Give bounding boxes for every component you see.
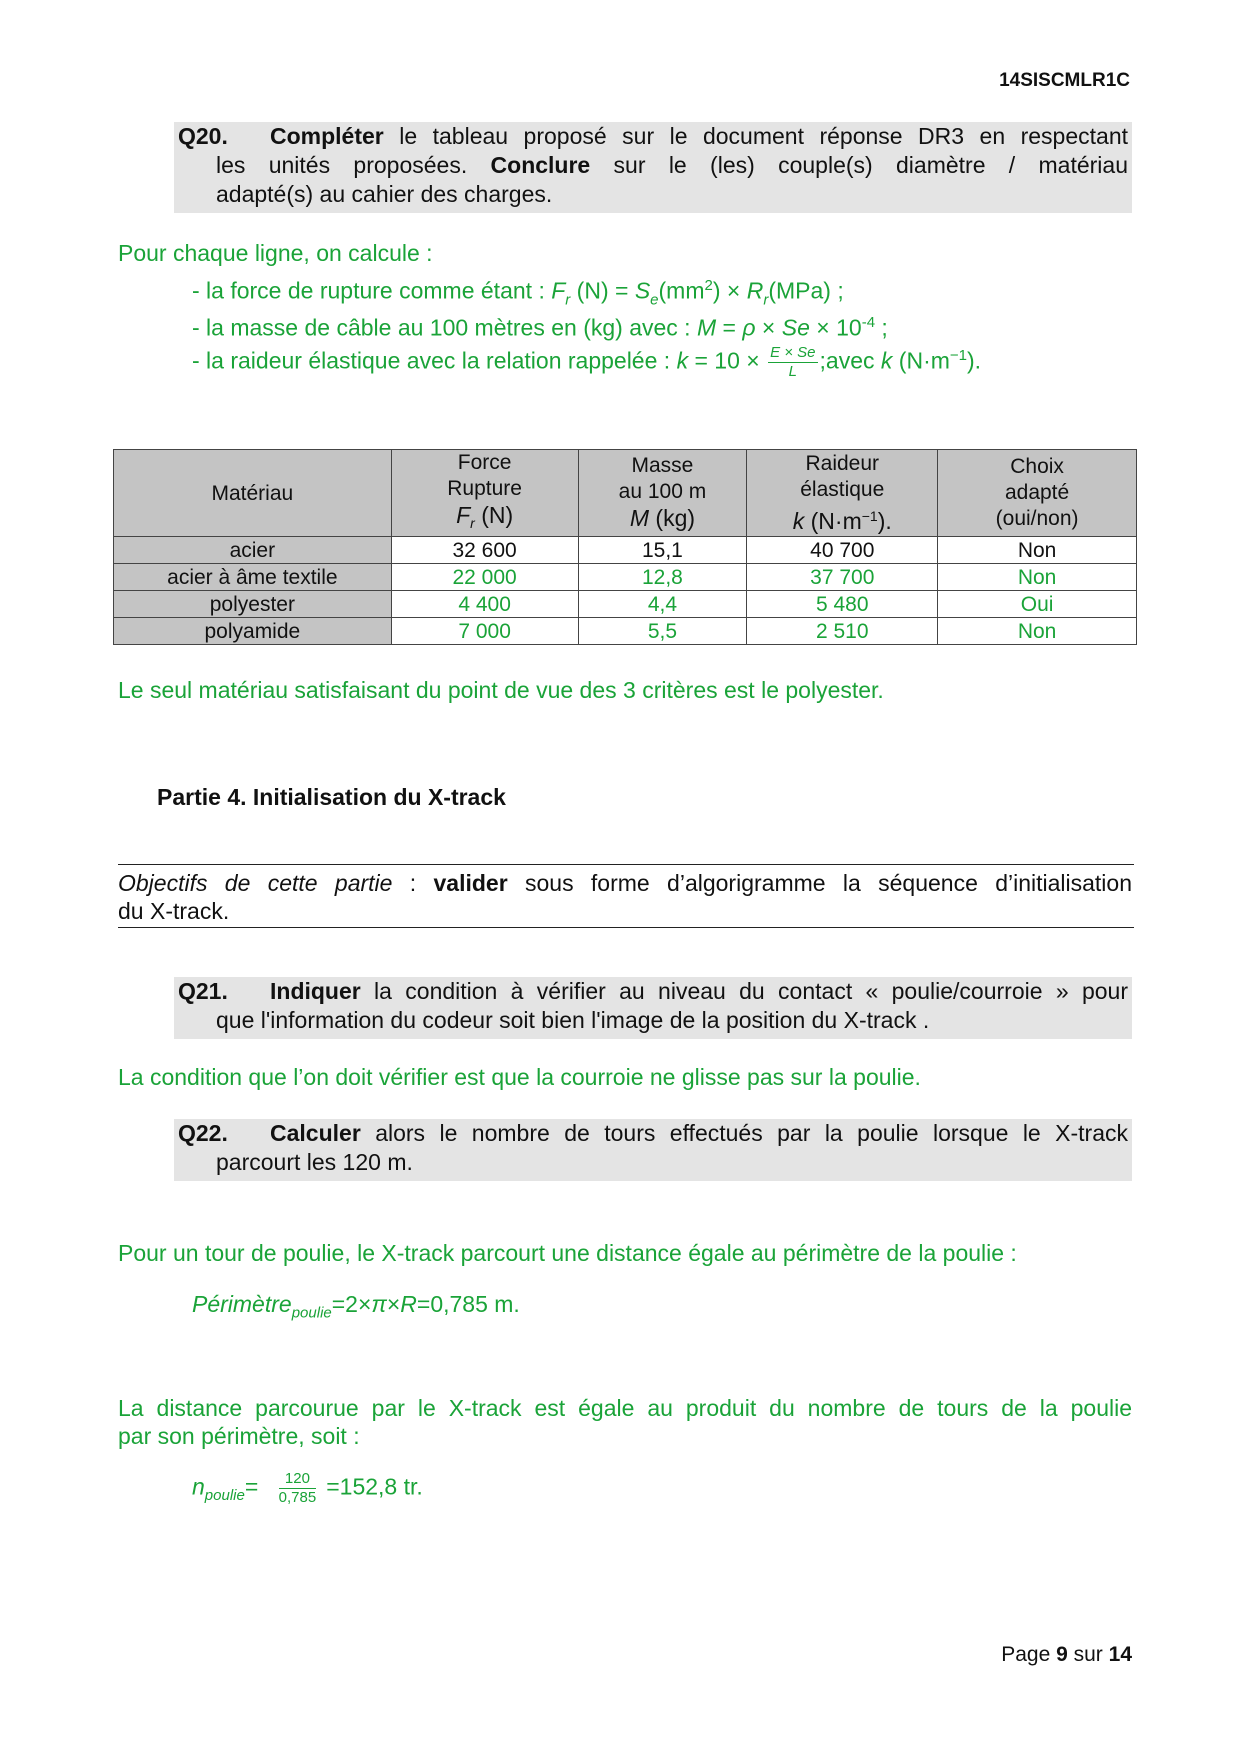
calc-line-mass: - la masse de câble au 100 mètres en (kg) avec : $M = \rho \times Se \times 10^{-4}$ ; [192,314,888,341]
question-number: Q22. [178,1120,228,1146]
cell-material: polyester [114,591,392,618]
cell-mass: 15,1 [578,537,747,564]
question-q22: Q22. Calculer alors le nombre de tours effectués par la poulie lorsque le X-track parcourt les 120 m. [174,1119,1132,1181]
perimeter-formula: Périmètre$_{poulie}$=2×π×R=0,785 m. [192,1291,520,1322]
cell-choice: Oui [938,591,1137,618]
stiffness-fraction: $\frac{E \times Se}{L}$ [770,344,816,381]
cell-stiffness: 5 480 [747,591,938,618]
turns-formula: $n_{poulie}=$ $\frac{120}{0,785}$ =152,8 tr. [192,1470,423,1506]
table-conclusion: Le seul matériau satisfaisant du point de vue des 3 critères est le polyester. [118,677,884,703]
cell-material: polyamide [114,618,392,645]
page-number: Page 9 sur 14 [1001,1643,1132,1666]
cell-mass: 4,4 [578,591,747,618]
table-row [114,591,1137,618]
table-header-row [114,450,1137,537]
header-choice: Choix adapté (oui/non) [938,450,1137,537]
header-material: Matériau [114,450,392,537]
calc-line-force: - la force de rupture comme étant : $F_r$ $(N) = S_e(mm^2) \times R_r(MPa)$ ; [192,277,844,309]
materials-table [113,449,1137,645]
answer-q21: La condition que l’on doit vérifier est que la courroie ne glisse pas sur la poulie. [118,1064,921,1090]
cell-stiffness: 40 700 [747,537,938,564]
cell-force: 32 600 [391,537,578,564]
turns-fraction: $\frac{120}{0,785}$ [278,1470,317,1506]
document-code: 14SISCMLR1C [999,70,1130,91]
question-q21: Q21. Indiquer la condition à vérifier au niveau du contact « poulie/courroie » pour que l'information du codeur soit bien l'image de la position du X-track . [174,977,1132,1039]
cell-force: 7 000 [391,618,578,645]
cell-material: acier [114,537,392,564]
objectives: Objectifs de cette partie : valider sous forme d’algorigramme la séquence d’initialisation du X-track. [118,870,1133,924]
header-mass: Masse au 100 m M (kg) [578,450,747,537]
cell-choice: Non [938,618,1137,645]
cell-choice: Non [938,537,1137,564]
table-row [114,564,1137,591]
cell-force: 22 000 [391,564,578,591]
question-number: Q20. [178,123,228,149]
cell-choice: Non [938,564,1137,591]
header-force: Force Rupture $F_r$ (N) [391,450,578,537]
section-title: Partie 4. Initialisation du X-track [157,784,506,810]
cell-material: acier à âme textile [114,564,392,591]
divider-bottom [118,927,1134,928]
cell-mass: 12,8 [578,564,747,591]
table-row [114,537,1137,564]
header-stiffness: Raideur élastique k $(N\cdot m^{-1})$. [747,450,938,537]
answer-q22-intro: Pour un tour de poulie, le X-track parcourt une distance égale au périmètre de la poulie : [118,1240,1017,1266]
cell-force: 4 400 [391,591,578,618]
cell-stiffness: 37 700 [747,564,938,591]
divider-top [118,864,1134,865]
question-number: Q21. [178,978,228,1004]
calc-line-stiffness: - la raideur élastique avec la relation rappelée : k = 10 × $\frac{E \times Se}{L}$ ;avec k $(N\cdot m^{-1})$. [192,344,982,381]
question-q20: Q20. Compléter le tableau proposé sur le document réponse DR3 en respectant les unités proposées. Conclure sur le (les) couple(s) diamètre / matériau adapté(s) au cahier des charges. [174,122,1132,213]
table-row [114,618,1137,645]
answer-q22-distance: La distance parcourue par le X-track est égale au produit du nombre de tours de la poulie par son périmètre, soit : [118,1395,1132,1449]
cell-mass: 5,5 [578,618,747,645]
calc-intro: Pour chaque ligne, on calcule : [118,240,433,266]
cell-stiffness: 2 510 [747,618,938,645]
